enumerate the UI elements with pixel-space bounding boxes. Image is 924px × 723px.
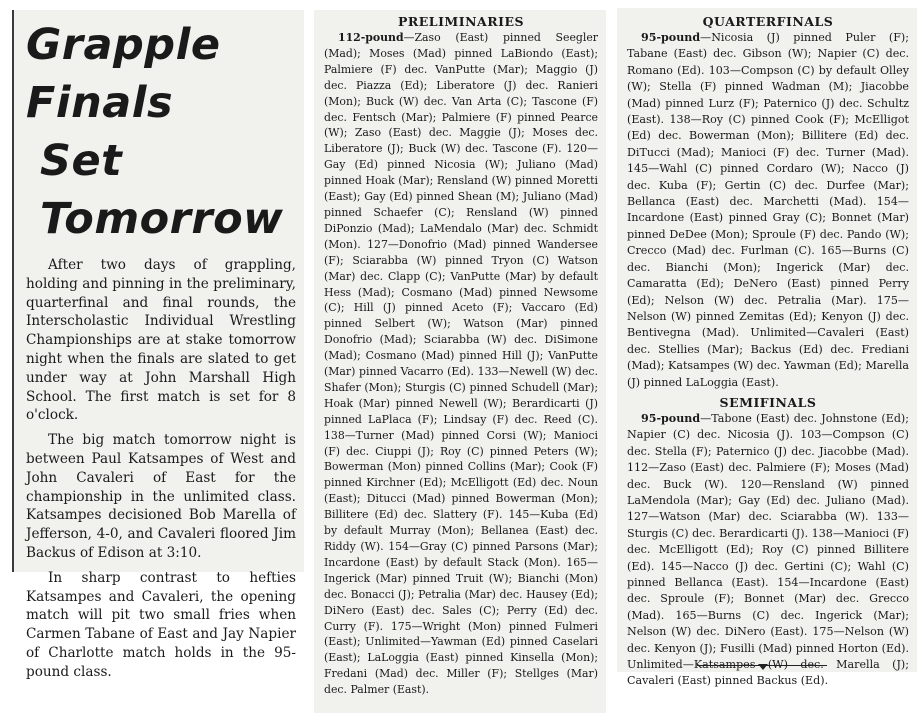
story-paragraph-3: In sharp contrast to hefties Katsampes and Cavaleri, the opening match will pit two small fries when Carmen Tabane of East and Jay Napier of Charlotte match holds in the 95-pound class. [26,569,296,680]
headline-line-2: Set Tomorrow [40,136,284,244]
quarterfinals-weight-label: 95-pound [641,31,701,44]
semifinals-weight-label: 95-pound [641,411,701,425]
preliminaries-heading: PRELIMINARIES [397,14,525,29]
preliminaries-clipping [314,10,606,713]
semifinals-results [627,411,909,690]
headline [26,16,296,248]
semifinals-text: —Tabone (East) dec. Johnstone (Ed); Napier (C) dec. Nicosia (J). 103—Compson (C) dec. Stella (F); Paternico (J) dec. Jiacobbe (Mad). 112—Zaso (East) dec. Palmiere (F); Moses (Mad) dec. Buck (W). 120—Rensland (W) pinned LaMendola (Mar); Gay (Ed) dec. Juliano (Mad). 127—Watson (Mar) dec. Sciarabba (W). 133—Sturgis (C) dec. Berardicarti (J). 138—Manioci (F) dec. McElligott (Ed); Roy (C) pinned Billitere (Ed). 145—Nacco (J) dec. Gertini (C); Wahl (C) pinned Bellanca (East). 154—Incardone (East) dec. Sproule (F); Bonnet (Mar) dec. Grecco (Mad). 165—Burns (C) dec. Ingerick (Mar); Nelson (W) dec. DiNero (East). 175—Nelson (W) dec. Kenyon (J); Fusilli (Mad) pinned Horton (Ed). Unlimited—Katsampes (W) dec. Marella (J); Cavaleri (East) pinned Backus (Ed). [627,411,909,688]
quarterfinals-text: —Nicosia (J) pinned Puler (F); Tabane (East) dec. Gibson (W); Napier (C) dec. Romano (Ed). 103—Compson (C) by default Olley (W); Stella (F) pinned Wadman (M); Jiacobbe (Mad) pinned Lurz (F); Paternico (J) dec. Schultz (East). 138—Roy (C) pinned Cook (F); McElligot (Ed) dec. Bowerman (Mon); Billitere (Ed) dec. DiTucci (Mad); Manioci (F) dec. Turner (Mad). 145—Wahl (C) pinned Cordaro (W); Nacco (J) dec. Kuba (F); Gertin (C) dec. Durfee (Mar); Bellanca (East) dec. Marchetti (Mad). 154—Incardone (East) pinned Gray (C); Bonnet (Mar) pinned DeDee (Mon); Sproule (F) dec. Pando (W); Crecco (Mad) dec. Furlman (C). 165—Burns (C) dec. Bianchi (Mon); Ingerick (Mar) dec. Camaratta (Ed); DeNero (East) pinned Perry (Ed); Nelson (W) dec. Petralia (Mar). 175—Nelson (W) pinned Zemitas (Ed); Kenyon (J) dec. Bentivegna (Mad). Unlimited—Cavaleri (East) dec. Stellies (Mar); Backus (Ed) dec. Frediani (Mad); Katsampes (W) dec. Yawman (Ed); Marella (J) pinned LaLoggia (East). [627,31,909,389]
quarterfinals-results [627,30,909,391]
end-rule-ornament [758,664,768,670]
headline-line-1: Grapple Finals [26,20,221,128]
preliminaries-weight-label: 112-pound [338,31,404,44]
story-paragraph-1: After two days of grappling, holding and pinning in the preliminary, quarterfinal and final rounds, the Interscholastic Individual Wrestling Championships are at stake tomorrow night when the finals are slated to get under way at John Marshall High School. The first match is set for 8 o'clock. [26,257,296,424]
quarterfinals-heading: QUARTERFINALS [702,14,834,29]
finals-clipping [617,8,917,688]
story-clipping [12,10,304,680]
story-paragraph-2: The big match tomorrow night is between Paul Katsampes of West and John Cavaleri of East for the championship in the unlimited class. Katsampes decisioned Bob Marella of Jefferson, 4-0, and Cavaleri floored Jim Backus of Edison at 3:10. [26,432,296,561]
semifinals-heading: SEMIFINALS [719,394,817,410]
preliminaries-text: —Zaso (East) pinned Seegler (Mad); Moses (Mad) pinned LaBiondo (East); Palmiere (F) dec. VanPutte (Mar); Maggio (J) dec. Piazza (Ed); Liberatore (J) dec. Ranieri (Mon); Buck (W) dec. Van Arta (C); Tascone (F) dec. Fentsch (Mar); Palmiere (F) pinned Pearce (W); Zaso (East) dec. Maggie (J); Moses dec. Liberatore (J); Buck (W) dec. Tascone (F). 120—Gay (Ed) pinned Nicosia (W); Juliano (Mad) pinned Hoak (Mar); Rensland (W) pinned Moretti (East); Gay (Ed) pinned Shean (M); Juliano (Mad) pinned Schaefer (C); Rensland (W) pinned DiPonzio (Mad); LaMendalo (Mar) dec. Schmidt (Mon). 127—Donofrio (Mad) pinned Wandersee (F); Sciarabba (W) pinned Tryon (C) Watson (Mar) dec. Clapp (C); VanPutte (Mar) by default Hess (Mad); Cosmano (Mad) pinned Newsome (C); Hill (J) pinned Aceto (F); Vaccaro (Ed) pinned Selbert (W); Watson (Mar) pinned Donofrio (Mad); Sciarabba (W) dec. DiSimone (Mad); Cosmano (Mad) pinned Hill (J); VanPutte (Mar) pinned Vacarro (Ed). 133—Newell (W) dec. Shafer (Mon); Sturgis (C) pinned Schudell (Mar); Hoak (Mar) pinned Newell (W); Berardicarti (J) pinned LaPlaca (F); Lindsay (F) dec. Reed (C). 138—Turner (Mad) pinned Corsi (W); Manioci (F) dec. Ciuppi (J); Roy (C) pinned Peters (W); Bowerman (Mon) pinned Collins (Mar); Cook (F) pinned Kirchner (Ed); McElligott (Ed) dec. Noun (East); Ditucci (Mad) pinned Bowerman (Mon); Billitere (Ed) dec. Slattery (F). 145—Kuba (Ed) by default Murray (Mon); Bellanea (East) dec. Riddy (W). 154—Gray (C) pinned Parsons (Mar); Incardone (East) by default Stack (Mon). 165—Ingerick (Mar) pinned Truit (W); Bianchi (Mon) dec. Bonacci (J); Petralia (Mar) dec. Hausey (Ed); DiNero (East) dec. Sales (C); Perry (Ed) dec. Curry (F). 175—Wright (Mon) pinned Fulmeri (East); Unlimited—Yawman (Ed) pinned Caselari (East); LaLoggia (East) pinned Kinsella (Mon); Fredani (Mad) dec. Miller (F); Stellges (Mar) dec. Palmer (East). [324,31,598,697]
preliminaries-results [324,30,598,698]
